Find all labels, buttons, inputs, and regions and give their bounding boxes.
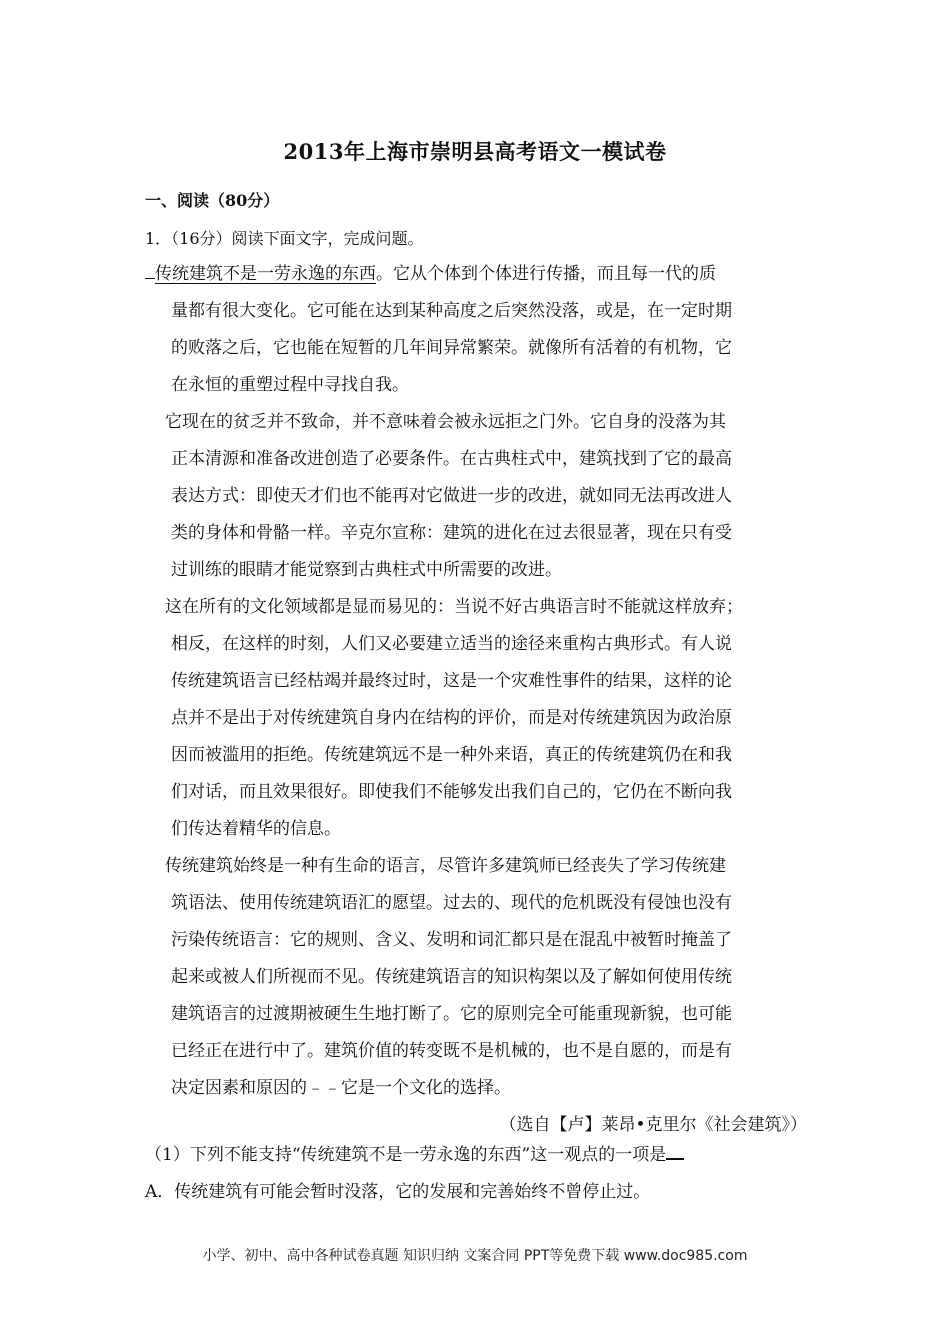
answer-blank[interactable] bbox=[666, 1142, 684, 1160]
paragraph-line: 筑语法、使用传统建筑语汇的愿望。过去的、现代的危机既没有侵蚀也没有 bbox=[171, 893, 732, 913]
paragraph-line: 因而被滥用的拒绝。传统建筑远不是一种外来语，真正的传统建筑仍在和我 bbox=[171, 745, 732, 765]
paragraph-line: 在永恒的重塑过程中寻找自我。 bbox=[171, 375, 409, 395]
paragraph-line: 传统建筑语言已经枯竭并最终过时，这是一个灾难性事件的结果，这样的论 bbox=[171, 671, 732, 691]
sub-question-text: （1）下列不能支持“传统建筑不是一劳永逸的东西”这一观点的一项是 bbox=[145, 1145, 667, 1165]
section-heading: 一、阅读（80分） bbox=[145, 191, 280, 210]
paragraph-4 bbox=[145, 848, 815, 1107]
paragraph-line: 起来或被人们所视而不见。传统建筑语言的知识构架以及了解如何使用传统 bbox=[171, 967, 732, 987]
paragraph-line: 传统建筑始终是一种有生命的语言，尽管许多建筑师已经丧失了学习传统建 bbox=[165, 856, 726, 876]
paragraph-line: 们对话，而且效果很好。即使我们不能够发出我们自己的，它仍在不断向我 bbox=[171, 782, 732, 802]
reading-passage bbox=[145, 256, 815, 1144]
paragraph-1 bbox=[145, 256, 815, 404]
paragraph-line: 表达方式：即使天才们也不能再对它做进一步的改进，就如同无法再改进人 bbox=[171, 486, 732, 506]
paragraph-line: 类的身体和骨骼一样。辛克尔宣称：建筑的进化在过去很显著，现在只有受 bbox=[171, 523, 732, 543]
paragraph-line: 已经正在进行中了。建筑价值的转变既不是机械的，也不是自愿的，而是有 bbox=[171, 1041, 732, 1061]
underline-lead bbox=[145, 258, 155, 279]
paragraph-line: 们传达着精华的信息。 bbox=[171, 819, 341, 839]
paragraph-line: 建筑语言的过渡期被硬生生地打断了。它的原则完全可能重现新貌，也可能 bbox=[171, 1004, 732, 1024]
page-footer: 小学、初中、高中各种试卷真题 知识归纳 文案合同 PPT等免费下载 www.doc985.com bbox=[202, 1248, 748, 1264]
paragraph-2 bbox=[145, 404, 815, 589]
underlined-thesis: 传统建筑不是一劳永逸的东西 bbox=[155, 264, 376, 284]
paragraph-line: 点并不是出于对传统建筑自身内在结构的评价，而是对传统建筑因为政治原 bbox=[171, 708, 732, 728]
paragraph-line: 决定因素和原因的﹣﹣它是一个文化的选择。 bbox=[171, 1078, 511, 1098]
question-stem: 1．（16分）阅读下面文字，完成问题。 bbox=[145, 229, 424, 248]
paragraph-line: 正本清源和准备改进创造了必要条件。在古典柱式中，建筑找到了它的最高 bbox=[171, 449, 732, 469]
paragraph-3 bbox=[145, 589, 815, 848]
passage-source: （选自【卢】莱昂•克里尔《社会建筑》） bbox=[499, 1115, 807, 1135]
paragraph-line: 这在所有的文化领域都是显而易见的：当说不好古典语言时不能就这样放弃； bbox=[165, 597, 743, 617]
sub-question-1 bbox=[145, 1140, 684, 1165]
paragraph-line: 它现在的贫乏并不致命，并不意味着会被永远拒之门外。它自身的没落为其 bbox=[165, 412, 726, 432]
paragraph-line: 过训练的眼睛才能觉察到古典柱式中所需要的改进。 bbox=[171, 560, 562, 580]
paragraph-line: 量都有很大变化。它可能在达到某种高度之后突然没落，或是，在一定时期 bbox=[171, 301, 732, 321]
paragraph-line: 相反，在这样的时刻，人们又必要建立适当的途径来重构古典形式。有人说 bbox=[171, 634, 732, 654]
option-a: A．传统建筑有可能会暂时没落，它的发展和完善始终不曾停止过。 bbox=[145, 1182, 651, 1202]
paragraph-line: 的败落之后，它也能在短暂的几年间异常繁荣。就像所有活着的有机物，它 bbox=[171, 338, 732, 358]
document-title: 2013年上海市崇明县高考语文一模试卷 bbox=[283, 139, 667, 164]
paragraph-line: 。它从个体到个体进行传播，而且每一代的质 bbox=[376, 264, 716, 284]
paragraph-line: 污染传统语言：它的规则、含义、发明和词汇都只是在混乱中被暂时掩盖了 bbox=[171, 930, 732, 950]
